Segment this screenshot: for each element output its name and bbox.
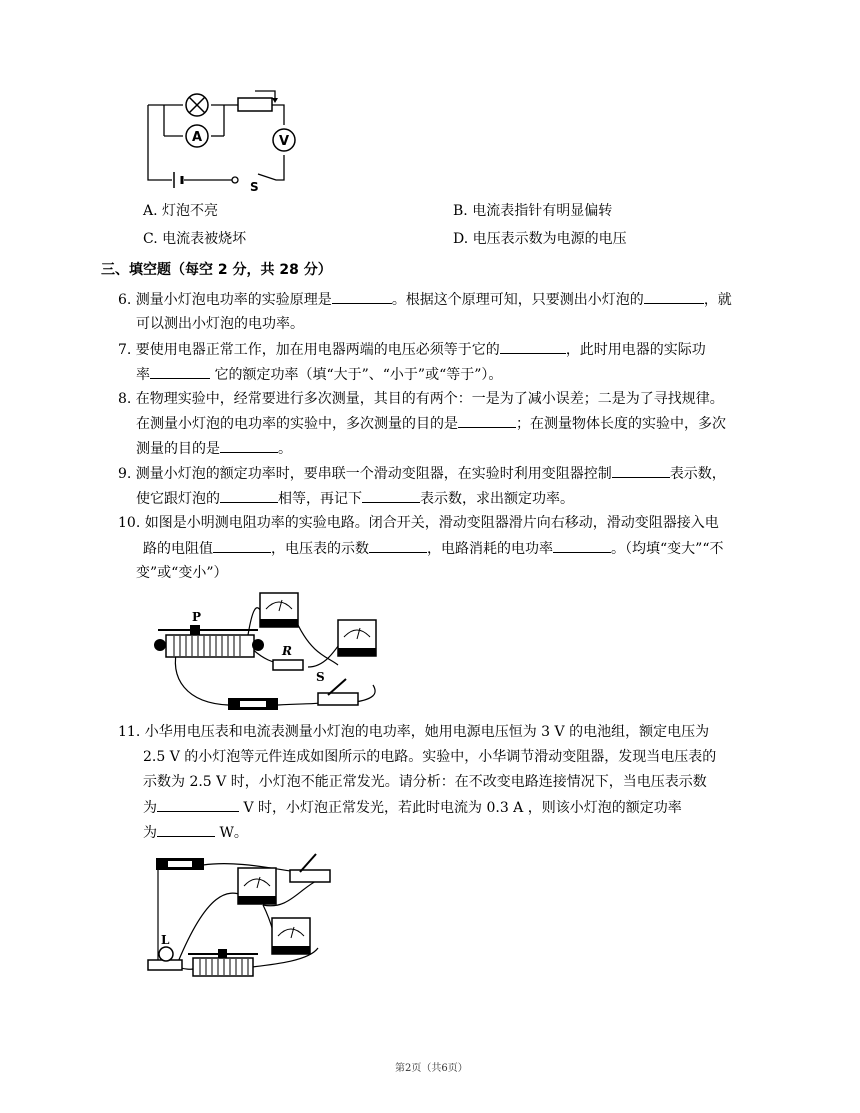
q8-line-2: [136, 413, 726, 434]
q9-text-a: 9. 测量小灯泡的额定功率时，要串联一个滑动变阻器，在实验时利用变阻器控制: [118, 466, 612, 482]
q8-text-c: 测量的目的是: [136, 441, 220, 457]
q7-blank-2[interactable]: [150, 364, 210, 379]
q9-text-d: 相等，再记下: [278, 491, 362, 507]
q10-blank-2[interactable]: [369, 538, 427, 553]
q10-label-s: S: [316, 670, 325, 684]
q10-apparatus-figure: [148, 585, 388, 715]
section-heading: 三、填空题（每空 2 分，共 28 分）: [101, 262, 332, 278]
q9-blank-1[interactable]: [612, 463, 670, 478]
q7-line-2: [136, 364, 502, 385]
q9-line-1: [118, 463, 726, 484]
q7-text-b: ，此时用电器的实际功: [565, 342, 706, 358]
q6-blank-1[interactable]: [332, 289, 392, 304]
q11-line-1: 11. 小华用电压表和电流表测量小灯泡的电功率，她用电源电压恒为 3 V 的电池组，额定电压为: [118, 724, 710, 740]
option-b: B. 电流表指针有明显偏转: [453, 203, 613, 219]
option-d: D. 电压表示数为电源的电压: [453, 231, 627, 247]
q10-line-1: 10. 如图是小明测电阻功率的实验电路。闭合开关，滑动变阻器滑片向右移动，滑动变阻器接入电: [118, 515, 719, 531]
q8-text-b: ；在测量物体长度的实验中，多次: [516, 416, 726, 432]
q6-line-2: 可以测出小灯泡的电功率。: [136, 316, 304, 332]
rheostat-symbol: [238, 98, 272, 111]
q8-line-3: [136, 438, 292, 459]
q9-text-c: 使它跟灯泡的: [136, 491, 220, 507]
q10-text-a: 路的电阻值: [143, 541, 213, 557]
q10-blank-1[interactable]: [213, 538, 271, 553]
q10-text-c: ，电路消耗的电功率: [427, 541, 553, 557]
q6-blank-2[interactable]: [644, 289, 704, 304]
q7-blank-1[interactable]: [500, 339, 566, 354]
q9-text-b: 表示数，: [669, 466, 726, 482]
q8-text-d: 。: [278, 441, 292, 457]
q9-blank-2[interactable]: [220, 488, 278, 503]
q7-text-d: 它的额定功率（填“大于”、“小于”或“等于”）。: [210, 367, 503, 383]
q10-label-p: P: [192, 610, 202, 624]
q11-line-2: 2.5 V 的小灯泡等元件连成如图所示的电路。实验中，小华调节滑动变阻器，发现当电压表的: [143, 749, 717, 765]
q10-resistor: [273, 660, 303, 670]
q6-line-1: [118, 289, 732, 310]
q7-line-1: [118, 339, 706, 360]
q6-text-c: ，就: [703, 292, 732, 308]
q11-blank-2[interactable]: [157, 822, 215, 837]
q11-line-5: [143, 822, 248, 843]
q6-text-a: 6. 测量小灯泡电功率的实验原理是: [118, 292, 332, 308]
voltmeter-label: V: [278, 134, 290, 149]
q10-line-3: 变”或“变小”）: [136, 565, 228, 581]
q9-text-e: 表示数，求出额定功率。: [420, 491, 574, 507]
q11-switch: [290, 870, 330, 882]
q11-rheostat: [193, 958, 253, 976]
option-a: A. 灯泡不亮: [143, 203, 219, 219]
q11-line-3: 示数为 2.5 V 时，小灯泡不能正常发光。请分析：在不改变电路连接情况下，当电压表示数: [143, 774, 707, 790]
q9-line-2: [136, 488, 574, 509]
q10-blank-3[interactable]: [553, 538, 611, 553]
q11-text-b: V 时，小灯泡正常发光，若此时电流为 0.3 A ，则该小灯泡的额定功率: [239, 800, 682, 816]
q7-text-c: 率: [136, 367, 150, 383]
q10-text-b: ，电压表的示数: [271, 541, 369, 557]
q8-line-1: 8. 在物理实验中，经常要进行多次测量，其目的有两个：一是为了减小误差；二是为了寻找规律。: [118, 391, 724, 407]
q10-text-d: 。（均填“变大”“不: [611, 541, 724, 557]
q9-blank-3[interactable]: [362, 488, 420, 503]
q11-text-d: W。: [215, 825, 248, 841]
top-circuit-diagram: [140, 88, 310, 193]
q10-line-2: [143, 538, 723, 559]
q11-text-c: 为: [143, 825, 157, 841]
q11-lamp: [159, 947, 173, 961]
q11-label-l: L: [161, 933, 170, 947]
q8-blank-2[interactable]: [220, 438, 278, 453]
q10-switch: [318, 693, 358, 705]
q8-text-a: 在测量小灯泡的电功率的实验中，多次测量的目的是: [136, 416, 458, 432]
ammeter-label: A: [191, 130, 203, 145]
option-c: C. 电流表被烧坏: [143, 231, 247, 247]
q7-text-a: 7. 要使用电器正常工作，加在用电器两端的电压必须等于它的: [118, 342, 500, 358]
q11-line-4: [143, 797, 682, 818]
q10-label-r: R: [282, 644, 292, 658]
switch-label: S: [250, 180, 259, 194]
q8-blank-1[interactable]: [458, 413, 516, 428]
q11-text-a: 为: [143, 800, 157, 816]
q11-blank-1[interactable]: [157, 797, 239, 812]
page-footer: 第2页（共6页）: [395, 1063, 468, 1074]
q6-text-b: 。根据这个原理可知，只要测出小灯泡的: [391, 292, 644, 308]
switch-symbol: [232, 177, 238, 183]
q11-apparatus-figure: [148, 850, 338, 980]
